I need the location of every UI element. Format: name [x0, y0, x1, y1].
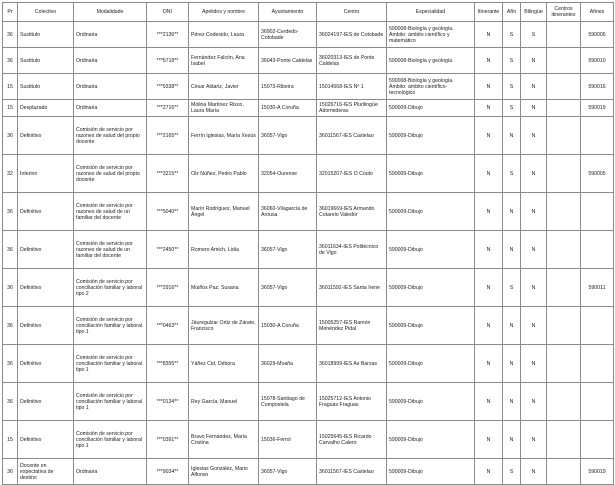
cell-centros-itinerantes	[547, 269, 581, 307]
cell-especialidad: 590009-Dibujo	[387, 155, 475, 193]
cell-pr: 36	[3, 383, 18, 421]
cell-centros-itinerantes	[547, 231, 581, 269]
cell-colectivo: Definitivo	[18, 421, 74, 459]
cell-bilingue: N	[521, 345, 547, 383]
cell-especialidad: 590009-Dibujo	[387, 383, 475, 421]
header-centros-itinerantes: Centros itinerantes	[547, 3, 581, 22]
cell-afin: S	[503, 100, 521, 117]
header-ayuntamiento: Ayuntamiento	[259, 3, 317, 22]
cell-pr: 36	[3, 231, 18, 269]
cell-especialidad: 590009-Dibujo	[387, 345, 475, 383]
header-pr: Pr	[3, 3, 18, 22]
cell-modalidade: Comisión de servicio por conciliación familiar y laboral tipo 1	[74, 383, 147, 421]
cell-apelidos: Romero Amich, Lidia	[189, 231, 259, 269]
cell-apelidos: Ferrín Iglesias, María Xesús	[189, 117, 259, 155]
cell-especialidad: 590008-Biología y geología	[387, 48, 475, 74]
cell-pr: 15	[3, 74, 18, 100]
cell-colectivo: Desplazado	[18, 100, 74, 117]
cell-apelidos: Muiños Paz, Susana	[189, 269, 259, 307]
cell-especialidad: 590008-Biología y geología. Ámbito: ámbito científico-tecnológico	[387, 74, 475, 100]
cell-apelidos: Jáuregulzar Ortiz de Zárate, Francisco	[189, 307, 259, 345]
cell-apelidos: Molina Martínez Risco, Laura María	[189, 100, 259, 117]
cell-modalidade: Ordinaria	[74, 459, 147, 485]
table-row	[3, 231, 614, 269]
cell-dni: ***0463**	[147, 307, 189, 345]
cell-itinerante: N	[475, 383, 503, 421]
header-centro: Centro	[317, 3, 387, 22]
cell-afines: 590011	[581, 269, 614, 307]
cell-apelidos: Pérez Codesido, Laura	[189, 22, 259, 48]
cell-apelidos: Yáñez Cid, Débora	[189, 345, 259, 383]
header-afines: Afines	[581, 3, 614, 22]
cell-itinerante: N	[475, 117, 503, 155]
cell-pr: 36	[3, 345, 18, 383]
cell-centros-itinerantes	[547, 459, 581, 485]
cell-especialidad: 590009-Dibujo	[387, 307, 475, 345]
cell-afin: N	[503, 307, 521, 345]
header-bilingue: Bilingüe	[521, 3, 547, 22]
cell-bilingue: N	[521, 100, 547, 117]
assignments-table	[2, 2, 614, 485]
cell-centro: 36011634-IES Politécnico de Vigo	[317, 231, 387, 269]
header-apelidos: Apelidos y nombre	[189, 3, 259, 22]
cell-colectivo: Sustituto	[18, 48, 74, 74]
header-modalidade: Modalidade	[74, 3, 147, 22]
table-row	[3, 48, 614, 74]
cell-colectivo: Sustituto	[18, 22, 74, 48]
cell-centro: 36018999-IES As Barxas	[317, 345, 387, 383]
cell-afines	[581, 307, 614, 345]
cell-ayuntamiento: 36057-Vigo	[259, 459, 317, 485]
cell-itinerante: N	[475, 74, 503, 100]
cell-afin: S	[503, 48, 521, 74]
cell-bilingue: N	[521, 459, 547, 485]
cell-dni: ***3215**	[147, 155, 189, 193]
cell-pr: 15	[3, 421, 18, 459]
cell-pr: 36	[3, 117, 18, 155]
cell-itinerante: N	[475, 231, 503, 269]
header-dni: DNI	[147, 3, 189, 22]
cell-dni: ***9034**	[147, 459, 189, 485]
cell-centro: 15005257-IES Ramón Menéndez Pidal	[317, 307, 387, 345]
cell-ayuntamiento: 36902-Cerdedo-Cotobade	[259, 22, 317, 48]
cell-afines	[581, 421, 614, 459]
cell-modalidade: Comisión de servicio por conciliación familiar y laboral tipo 1	[74, 421, 147, 459]
cell-centros-itinerantes	[547, 345, 581, 383]
cell-modalidade: Comisión de servicio por conciliación familiar y laboral tipo 1	[74, 345, 147, 383]
cell-afin: S	[503, 155, 521, 193]
header-itinerante: Itinerante	[475, 3, 503, 22]
cell-afin: N	[503, 383, 521, 421]
cell-dni: ***2136**	[147, 22, 189, 48]
cell-afin: S	[503, 74, 521, 100]
cell-afin: N	[503, 193, 521, 231]
cell-itinerante: N	[475, 22, 503, 48]
cell-bilingue: S	[521, 22, 547, 48]
cell-centros-itinerantes	[547, 155, 581, 193]
cell-bilingue: N	[521, 74, 547, 100]
table-header-row	[3, 3, 614, 22]
table-row	[3, 117, 614, 155]
cell-apelidos: César Aldariz, Javier	[189, 74, 259, 100]
cell-dni: ***2716**	[147, 100, 189, 117]
table-row	[3, 345, 614, 383]
cell-centro: 36020313-IES de Ponte Caldelas	[317, 48, 387, 74]
cell-pr: 15	[3, 100, 18, 117]
table-row	[3, 100, 614, 117]
cell-afin: N	[503, 231, 521, 269]
cell-colectivo: Definitivo	[18, 193, 74, 231]
cell-centro: 15014568-IES Nº 1	[317, 74, 387, 100]
cell-colectivo: Definitivo	[18, 307, 74, 345]
cell-ayuntamiento: 36060-Vilagarcía de Arousa	[259, 193, 317, 231]
cell-afines: 590019	[581, 100, 614, 117]
cell-bilingue: N	[521, 307, 547, 345]
cell-centros-itinerantes	[547, 421, 581, 459]
cell-afin: N	[503, 421, 521, 459]
cell-centros-itinerantes	[547, 117, 581, 155]
header-especialidad: Especialidad	[387, 3, 475, 22]
cell-modalidade: Ordinaria	[74, 74, 147, 100]
cell-ayuntamiento: 15030-A Coruña	[259, 307, 317, 345]
cell-modalidade: Ordinaria	[74, 48, 147, 74]
cell-ayuntamiento: 36057-Vigo	[259, 231, 317, 269]
cell-dni: ***8355**	[147, 345, 189, 383]
cell-afines: 590016	[581, 74, 614, 100]
cell-dni: ***0391**	[147, 421, 189, 459]
cell-itinerante: N	[475, 459, 503, 485]
cell-bilingue: N	[521, 383, 547, 421]
table-row	[3, 155, 614, 193]
cell-dni: ***2165**	[147, 117, 189, 155]
cell-ayuntamiento: 15030-A Coruña	[259, 100, 317, 117]
header-afin: Afín	[503, 3, 521, 22]
cell-apelidos: Olz Núñez, Pedro Pablo	[189, 155, 259, 193]
cell-pr: 36	[3, 307, 18, 345]
cell-centro: 15025712-IES Antonio Fraguas Fraguas	[317, 383, 387, 421]
cell-especialidad: 590009-Dibujo	[387, 100, 475, 117]
cell-pr: 32	[3, 155, 18, 193]
cell-afines: 590006	[581, 22, 614, 48]
cell-especialidad: 590009-Dibujo	[387, 269, 475, 307]
cell-itinerante: N	[475, 48, 503, 74]
cell-modalidade: Comisión de servicio por conciliación familiar y laboral tipo 2	[74, 269, 147, 307]
table-row	[3, 383, 614, 421]
cell-itinerante: N	[475, 269, 503, 307]
cell-dni: ***0134**	[147, 383, 189, 421]
cell-afines	[581, 231, 614, 269]
table-row	[3, 269, 614, 307]
cell-bilingue: N	[521, 269, 547, 307]
cell-dni: ***5040**	[147, 193, 189, 231]
cell-pr: 36	[3, 193, 18, 231]
cell-pr: 36	[3, 269, 18, 307]
cell-ayuntamiento: 15073-Ribeira	[259, 74, 317, 100]
cell-especialidad: 590009-Dibujo	[387, 459, 475, 485]
cell-ayuntamiento: 15078-Santiago de Compostela	[259, 383, 317, 421]
cell-bilingue: N	[521, 48, 547, 74]
cell-bilingue: N	[521, 193, 547, 231]
cell-modalidade: Ordinaria	[74, 100, 147, 117]
cell-afines	[581, 345, 614, 383]
cell-afines: 590005	[581, 155, 614, 193]
cell-centro: 36011567-IES Castelao	[317, 459, 387, 485]
cell-apelidos: Fernández Falcón, Ana Isabel	[189, 48, 259, 74]
cell-colectivo: Docente en expectativa de destino	[18, 459, 74, 485]
table-row	[3, 421, 614, 459]
cell-centro: 36019669-IES Armando Cotarelo Valedor	[317, 193, 387, 231]
cell-itinerante: N	[475, 421, 503, 459]
table-row	[3, 459, 614, 485]
cell-afines	[581, 383, 614, 421]
cell-modalidade: Comisión de servicio por conciliación familiar y laboral tipo 1	[74, 307, 147, 345]
cell-ayuntamiento: 32054-Ourense	[259, 155, 317, 193]
cell-pr: 36	[3, 48, 18, 74]
cell-colectivo: Sustituto	[18, 74, 74, 100]
cell-itinerante: N	[475, 100, 503, 117]
cell-centro: 15026716-IES Plurilingüe Adormideras	[317, 100, 387, 117]
cell-ayuntamiento: 36029-Moaña	[259, 345, 317, 383]
cell-apelidos: Rey García, Manuel	[189, 383, 259, 421]
cell-afines	[581, 193, 614, 231]
cell-centros-itinerantes	[547, 74, 581, 100]
table-row	[3, 22, 614, 48]
cell-centro: 36011592-IES Santa Irene	[317, 269, 387, 307]
cell-centro: 15025645-IES Ricardo Carvalho Calero	[317, 421, 387, 459]
cell-afin: S	[503, 459, 521, 485]
cell-dni: ***2916**	[147, 269, 189, 307]
cell-pr: 36	[3, 459, 18, 485]
cell-modalidade: Comisión de servicio por razones de salud del propio docente	[74, 117, 147, 155]
cell-afin: S	[503, 269, 521, 307]
cell-itinerante: N	[475, 193, 503, 231]
cell-centro: 36024197-IES de Cotobade	[317, 22, 387, 48]
cell-centros-itinerantes	[547, 100, 581, 117]
cell-especialidad: 590009-Dibujo	[387, 231, 475, 269]
cell-afines	[581, 117, 614, 155]
cell-ayuntamiento: 36057-Vigo	[259, 269, 317, 307]
cell-centros-itinerantes	[547, 193, 581, 231]
cell-apelidos: Bravo Fernández, María Cristina	[189, 421, 259, 459]
cell-colectivo: Definitivo	[18, 117, 74, 155]
cell-especialidad: 590008-Biología y geología. Ámbito: ámbito científico y matemático	[387, 22, 475, 48]
cell-colectivo: Definitivo	[18, 345, 74, 383]
cell-afin: N	[503, 117, 521, 155]
cell-afin: S	[503, 22, 521, 48]
cell-ayuntamiento: 15036-Ferrol	[259, 421, 317, 459]
cell-modalidade: Ordinaria	[74, 22, 147, 48]
cell-bilingue: N	[521, 421, 547, 459]
cell-centro: 36011567-IES Castelao	[317, 117, 387, 155]
cell-bilingue: N	[521, 155, 547, 193]
table-row	[3, 193, 614, 231]
cell-modalidade: Comisión de servicio por razones de salud de un familiar del docente	[74, 193, 147, 231]
cell-afin: N	[503, 345, 521, 383]
table-row	[3, 307, 614, 345]
cell-apelidos: Iglesias González, Mario Alfonso	[189, 459, 259, 485]
cell-especialidad: 590009-Dibujo	[387, 117, 475, 155]
cell-modalidade: Comisión de servicio por razones de salud del propio docente	[74, 155, 147, 193]
cell-apelidos: Marín Rodríguez, Manuel Ángel	[189, 193, 259, 231]
cell-colectivo: Definitivo	[18, 383, 74, 421]
cell-bilingue: N	[521, 231, 547, 269]
cell-colectivo: Interino	[18, 155, 74, 193]
cell-centro: 32015207-IES O Couto	[317, 155, 387, 193]
cell-especialidad: 590009-Dibujo	[387, 421, 475, 459]
cell-colectivo: Definitivo	[18, 269, 74, 307]
cell-itinerante: N	[475, 307, 503, 345]
cell-centros-itinerantes	[547, 307, 581, 345]
cell-centros-itinerantes	[547, 383, 581, 421]
cell-dni: ***5718**	[147, 48, 189, 74]
cell-ayuntamiento: 36043-Ponte Caldelas	[259, 48, 317, 74]
cell-ayuntamiento: 36057-Vigo	[259, 117, 317, 155]
cell-itinerante: N	[475, 155, 503, 193]
cell-centros-itinerantes	[547, 48, 581, 74]
cell-bilingue: N	[521, 117, 547, 155]
cell-dni: ***9338**	[147, 74, 189, 100]
cell-pr: 36	[3, 22, 18, 48]
cell-especialidad: 590009-Dibujo	[387, 193, 475, 231]
header-colectivo: Colectivo	[18, 3, 74, 22]
cell-modalidade: Comisión de servicio por razones de salud de un familiar del docente	[74, 231, 147, 269]
cell-dni: ***2450**	[147, 231, 189, 269]
cell-centros-itinerantes	[547, 22, 581, 48]
cell-itinerante: N	[475, 345, 503, 383]
cell-afines: 590010	[581, 48, 614, 74]
cell-colectivo: Definitivo	[18, 231, 74, 269]
table-row	[3, 74, 614, 100]
cell-afines: 590019	[581, 459, 614, 485]
